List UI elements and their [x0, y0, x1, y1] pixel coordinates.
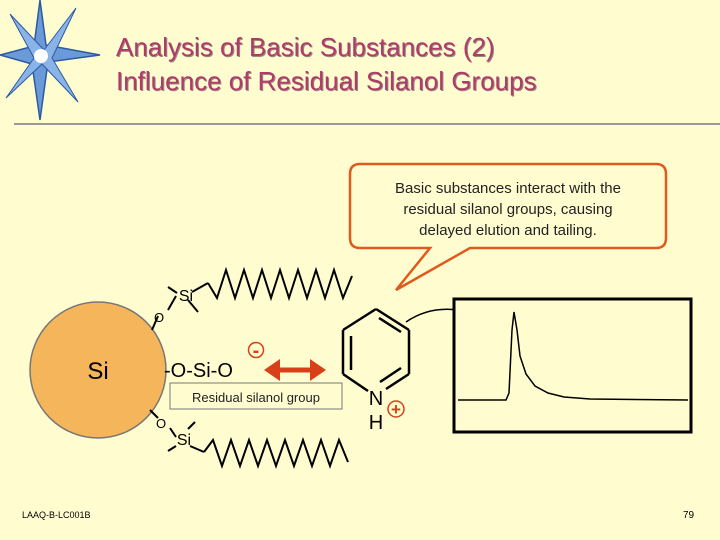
starburst-logo-icon: [0, 0, 100, 120]
pyridine-hydrogen-label: H: [368, 412, 384, 434]
interaction-arrow: [264, 359, 326, 381]
callout-line-2: residual silanol groups, causing: [403, 201, 613, 218]
top-oxygen-label: O: [153, 310, 165, 325]
slide-title-line-1: Analysis of Basic Substances (2): [116, 32, 495, 62]
top-silicon-label: Si: [178, 288, 194, 305]
bottom-silicon-label: Si: [176, 432, 192, 449]
bottom-oxygen-label: O: [155, 416, 167, 431]
silica-label: Si: [87, 358, 109, 385]
pyridine-nitrogen-label: N: [368, 388, 384, 410]
callout-line-3: delayed elution and tailing.: [419, 222, 597, 239]
slide-title-line-2: Influence of Residual Silanol Groups: [116, 66, 537, 96]
residual-silanol-label: Residual silanol group: [192, 390, 320, 405]
callout-text: [352, 178, 664, 241]
pyridine-ring: [343, 309, 409, 391]
positive-charge-sign: +: [391, 400, 401, 419]
callout-line-1: Basic substances interact with the: [395, 180, 621, 197]
page-number: 79: [683, 510, 695, 521]
footer-document-code: LAAQ-B-LC001B: [22, 510, 91, 520]
chromatogram-frame: [454, 299, 691, 432]
silanol-chain-label: -O-Si-O: [164, 360, 233, 382]
negative-charge-sign: -: [252, 340, 260, 362]
